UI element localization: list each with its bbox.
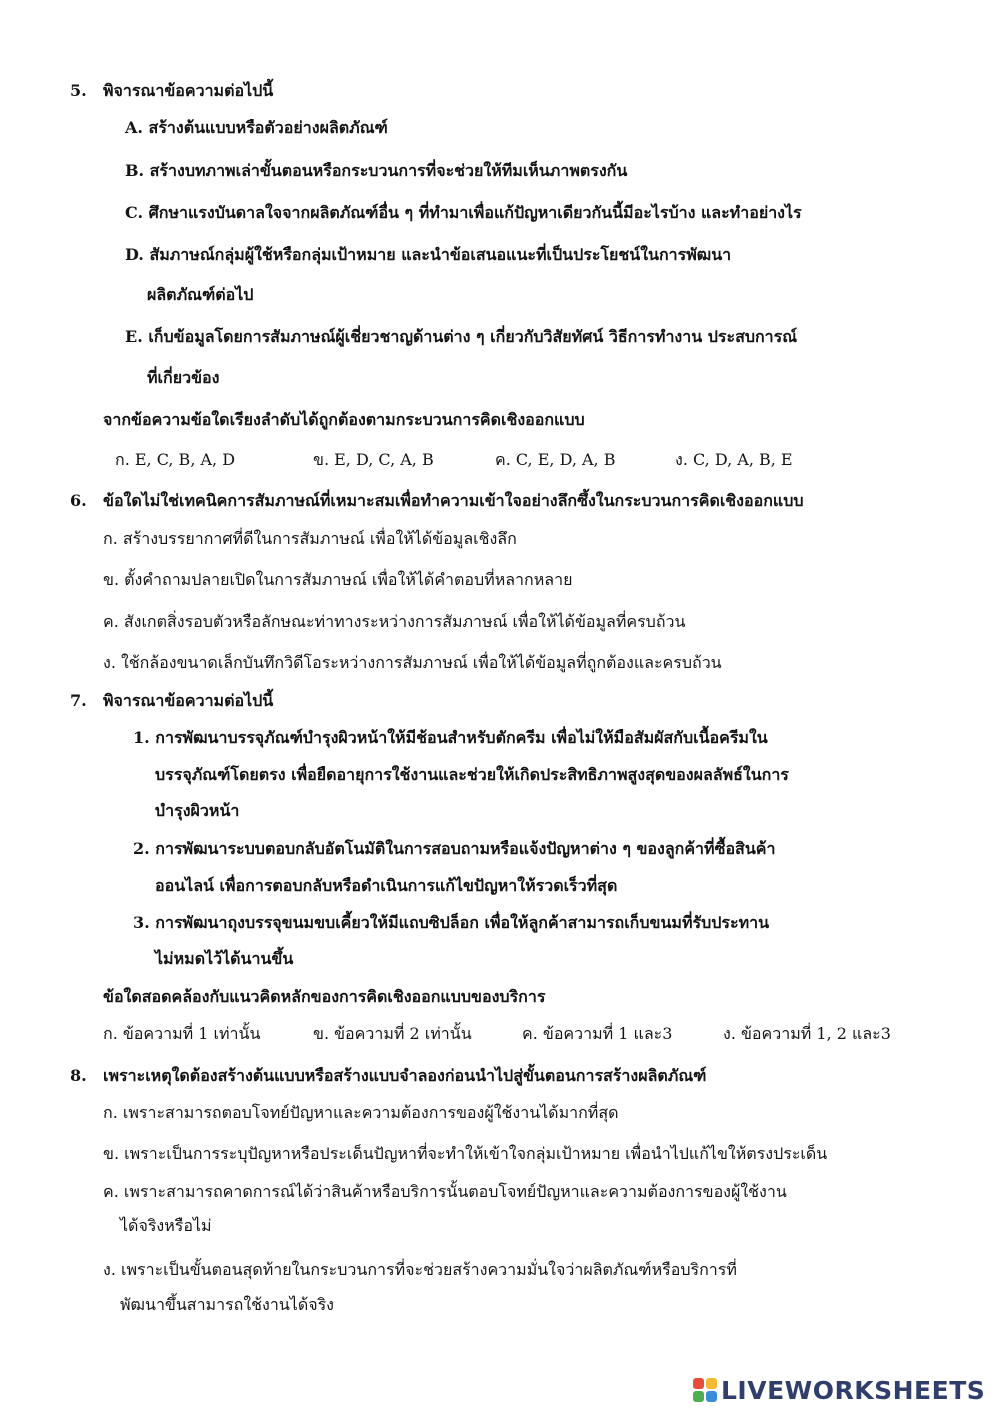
q8-option-d-cont: พัฒนาขึ้นสามารถใช้งานได้จริง: [120, 1295, 334, 1314]
q6-option-d[interactable]: ง. ใช้กล้องขนาดเล็กบันทึกวิดีโอระหว่างการสัมภาษณ์ เพื่อให้ได้ข้อมูลที่ถูกต้องและครบถ้วน: [103, 653, 722, 672]
q8-option-b[interactable]: ข. เพราะเป็นการระบุปัญหาหรือประเด็นปัญหาที่จะทำให้เข้าใจกลุ่มเป้าหมาย เพื่อนำไปแก้ไขให้ตรงประเด็น: [103, 1144, 828, 1163]
q7-statement-1-cont2: บำรุงผิวหน้า: [155, 801, 240, 820]
q7-option-d[interactable]: ง. ข้อความที่ 1, 2 และ3: [723, 1024, 891, 1043]
question-6-number: 6.: [70, 491, 87, 510]
q7-statement-1-cont: บรรจุภัณฑ์โดยตรง เพื่อยืดอายุการใช้งานและช่วยให้เกิดประสิทธิภาพสูงสุดของผลลัพธ์ในการ: [155, 765, 789, 784]
question-5-question: จากข้อความข้อใดเรียงลำดับได้ถูกต้องตามกระบวนการคิดเชิงออกแบบ: [103, 410, 585, 429]
q7-statement-2: 2. การพัฒนาระบบตอบกลับอัตโนมัติในการสอบถามหรือแจ้งปัญหาต่าง ๆ ของลูกค้าที่ซื้อสินค้า: [133, 839, 776, 858]
liveworksheets-logo-text: LIVEWORKSHEETS: [721, 1375, 986, 1405]
q5-option-b[interactable]: ข. E, D, C, A, B: [313, 450, 434, 469]
q5-statement-d: D. สัมภาษณ์กลุ่มผู้ใช้หรือกลุ่มเป้าหมาย และนำข้อเสนอแนะที่เป็นประโยชน์ในการพัฒนา: [125, 245, 732, 264]
q8-option-c[interactable]: ค. เพราะสามารถคาดการณ์ได้ว่าสินค้าหรือบริการนั้นตอบโจทย์ปัญหาและความต้องการของผู้ใช้งาน: [103, 1182, 787, 1201]
q7-statement-2-cont: ออนไลน์ เพื่อการตอบกลับหรือดำเนินการแก้ไขปัญหาให้รวดเร็วที่สุด: [155, 876, 618, 895]
q8-option-c-cont: ได้จริงหรือไม่: [120, 1216, 212, 1235]
question-8-prompt: เพราะเหตุใดต้องสร้างต้นแบบหรือสร้างแบบจำลองก่อนนำไปสู่ขั้นตอนการสร้างผลิตภัณฑ์: [103, 1066, 707, 1085]
question-8-number: 8.: [70, 1066, 87, 1085]
liveworksheets-logo[interactable]: [693, 1373, 985, 1407]
logo-square-blue: [706, 1391, 717, 1402]
q6-option-b[interactable]: ข. ตั้งคำถามปลายเปิดในการสัมภาษณ์ เพื่อให้ได้คำตอบที่หลากหลาย: [103, 570, 573, 589]
question-7-number: 7.: [70, 691, 87, 710]
q5-option-c[interactable]: ค. C, E, D, A, B: [495, 450, 616, 469]
q7-statement-1: 1. การพัฒนาบรรจุภัณฑ์บำรุงผิวหน้าให้มีช้อนสำหรับตักครีม เพื่อไม่ให้มือสัมผัสกับเนื้อครีมใน: [133, 728, 768, 747]
logo-square-red: [693, 1378, 704, 1389]
q8-option-a[interactable]: ก. เพราะสามารถตอบโจทย์ปัญหาและความต้องการของผู้ใช้งานได้มากที่สุด: [103, 1103, 619, 1122]
q6-option-c[interactable]: ค. สังเกตสิ่งรอบตัวหรือลักษณะท่าทางระหว่างการสัมภาษณ์ เพื่อให้ได้ข้อมูลที่ครบถ้วน: [103, 612, 686, 631]
q5-option-a[interactable]: ก. E, C, B, A, D: [115, 450, 236, 469]
q8-option-d[interactable]: ง. เพราะเป็นขั้นตอนสุดท้ายในกระบวนการที่จะช่วยสร้างความมั่นใจว่าผลิตภัณฑ์หรือบริการที่: [103, 1260, 737, 1279]
q5-statement-d-cont: ผลิตภัณฑ์ต่อไป: [147, 285, 254, 304]
question-7-prompt: พิจารณาข้อความต่อไปนี้: [103, 691, 274, 710]
question-6-prompt: ข้อใดไม่ใช่เทคนิคการสัมภาษณ์ที่เหมาะสมเพื่อทำความเข้าใจอย่างลึกซึ้งในกระบวนการคิดเชิงออกแบบ: [103, 491, 804, 510]
q5-statement-b: B. สร้างบทภาพเล่าขั้นตอนหรือกระบวนการที่จะช่วยให้ทีมเห็นภาพตรงกัน: [125, 161, 628, 180]
liveworksheets-logo-icon: [693, 1378, 717, 1402]
question-7-question: ข้อใดสอดคล้องกับแนวคิดหลักของการคิดเชิงออกแบบของบริการ: [103, 987, 546, 1006]
q7-statement-3: 3. การพัฒนาถุงบรรจุขนมขบเคี้ยวให้มีแถบซิปล็อก เพื่อให้ลูกค้าสามารถเก็บขนมที่รับประทาน: [133, 913, 770, 932]
q5-statement-c: C. ศึกษาแรงบันดาลใจจากผลิตภัณฑ์อื่น ๆ ที่ทำมาเพื่อแก้ปัญหาเดียวกันนี้มีอะไรบ้าง และทำอย่างไร: [125, 203, 802, 222]
q5-statement-e-cont: ที่เกี่ยวข้อง: [147, 368, 220, 387]
q7-statement-3-cont: ไม่หมดไว้ได้นานขึ้น: [155, 949, 294, 968]
q5-statement-e: E. เก็บข้อมูลโดยการสัมภาษณ์ผู้เชี่ยวชาญด้านต่าง ๆ เกี่ยวกับวิสัยทัศน์ วิธีการทำงาน ประสบการณ์: [125, 327, 798, 346]
q7-option-a[interactable]: ก. ข้อความที่ 1 เท่านั้น: [103, 1024, 261, 1043]
q5-statement-a: A. สร้างต้นแบบหรือตัวอย่างผลิตภัณฑ์: [125, 118, 388, 137]
question-5-prompt: พิจารณาข้อความต่อไปนี้: [103, 81, 274, 100]
logo-square-green: [693, 1391, 704, 1402]
question-5-number: 5.: [70, 81, 87, 100]
q7-option-c[interactable]: ค. ข้อความที่ 1 และ3: [522, 1024, 673, 1043]
q5-option-d[interactable]: ง. C, D, A, B, E: [675, 450, 793, 469]
q7-option-b[interactable]: ข. ข้อความที่ 2 เท่านั้น: [313, 1024, 472, 1043]
q6-option-a[interactable]: ก. สร้างบรรยากาศที่ดีในการสัมภาษณ์ เพื่อให้ได้ข้อมูลเชิงลึก: [103, 529, 517, 548]
logo-square-yellow: [706, 1378, 717, 1389]
